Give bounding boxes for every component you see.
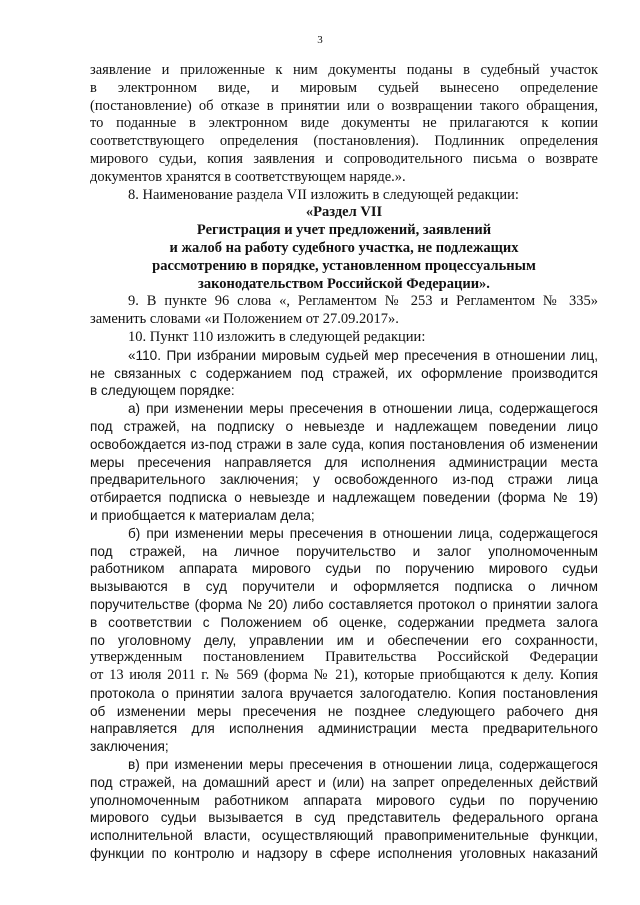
- text-line: мирового судьи вызывается в суд представитель федерального органа: [90, 810, 598, 826]
- text-line: отбирается подписка о невыезде и надлежащем поведении (форма № 19): [90, 490, 598, 506]
- text-line: законодательством Российской Федерации».: [198, 275, 490, 292]
- text-line: и приобщается к материалам дела;: [90, 507, 315, 523]
- text-line: 8. Наименование раздела VII изложить в следующей редакции:: [128, 186, 519, 203]
- text-line: соответствующего определения (постановления). Подлинник определения: [90, 133, 598, 150]
- text-line: в следующем порядке:: [90, 383, 235, 399]
- page-number: 3: [317, 34, 323, 46]
- text-line: от 13 июля 2011 г. № 569 (форма № 21), которые приобщаются к делу. Копия: [90, 667, 598, 684]
- text-line: работником аппарата мирового судьи по поручению мирового судьи: [90, 561, 598, 577]
- text-line: заключения;: [90, 739, 169, 755]
- text-line: освобождается из-под стражи в зале суда, копия постановления об изменении: [90, 436, 598, 452]
- text-line: под стражей, на подписку о невыезде и надлежащем поведении лицо: [90, 418, 598, 434]
- text-line: утвержденным постановлением Правительства Российской Федерации: [90, 649, 598, 666]
- text-line: в электронном виде, и мировым судьей вынесено определение: [90, 79, 598, 96]
- text-line: «110. При избрании мировым судьей мер пресечения в отношении лиц,: [128, 347, 598, 363]
- text-line: под стражей, на домашний арест и (или) на запрет определенных действий: [90, 774, 598, 790]
- text-line: б) при изменении меры пресечения в отношении лица, содержащегося: [128, 525, 598, 541]
- text-line: «Раздел VII: [305, 204, 383, 221]
- text-line: функции по контролю и надзору в сфере исполнения уголовных наказаний: [90, 846, 598, 862]
- text-line: меры пресечения направляется для исполнения администрации места: [90, 454, 598, 470]
- text-line: не связанных с содержанием под стражей, их оформление производится: [90, 365, 598, 381]
- text-line: в соответствии с Положением об оценке, содержании предмета залога: [90, 614, 598, 630]
- text-line: документов хранятся в соответствующем наряде.».: [90, 168, 406, 185]
- text-line: мирового судьи, копия заявления и сопроводительного письма о возврате: [90, 150, 598, 167]
- text-line: 10. Пункт 110 изложить в следующей редакции:: [128, 328, 426, 345]
- text-line: по уголовному делу, управлении им и обеспечении его сохранности,: [90, 632, 598, 648]
- text-line: вызываются в суд поручители и оформляется подписка о личном: [90, 579, 598, 595]
- document-body: [90, 62, 598, 863]
- text-line: заменить словами «и Положением от 27.09.2017».: [90, 311, 399, 328]
- text-line: протокола о принятии залога вручается залогодателю. Копия постановления: [90, 685, 598, 701]
- text-line: и жалоб на работу судебного участка, не подлежащих: [169, 239, 519, 256]
- text-line: поручительстве (форма № 20) либо составляется протокол о принятии залога: [90, 596, 598, 612]
- text-line: 9. В пункте 96 слова «, Регламентом № 253 и Регламентом № 335»: [128, 293, 598, 310]
- text-line: направляется для исполнения администрации места предварительного: [90, 721, 598, 737]
- text-line: исполнительной власти, осуществляющий правоприменительные функции,: [90, 828, 598, 844]
- text-line: то поданные в электронном виде документы не прилагаются к копии: [90, 115, 598, 132]
- text-line: рассмотрению в порядке, установленном процессуальным: [152, 257, 536, 274]
- text-line: Регистрация и учет предложений, заявлений: [196, 222, 492, 239]
- text-line: уполномоченным работником аппарата мирового судьи по поручению: [90, 792, 598, 808]
- text-line: предварительного заключения; у освобожденного из-под стражи лица: [90, 472, 598, 488]
- text-line: заявление и приложенные к ним документы поданы в судебный участок: [90, 62, 598, 78]
- text-line: под стражей, на личное поручительство и залог уполномоченным: [90, 543, 598, 559]
- text-line: об изменении меры пресечения не позднее следующего рабочего дня: [90, 703, 598, 719]
- text-line: (постановление) об отказе в принятии или о возвращении такого обращения,: [90, 97, 598, 114]
- text-line: а) при изменении меры пресечения в отношении лица, содержащегося: [128, 401, 598, 417]
- text-line: в) при изменении меры пресечения в отношении лица, содержащегося: [128, 757, 598, 773]
